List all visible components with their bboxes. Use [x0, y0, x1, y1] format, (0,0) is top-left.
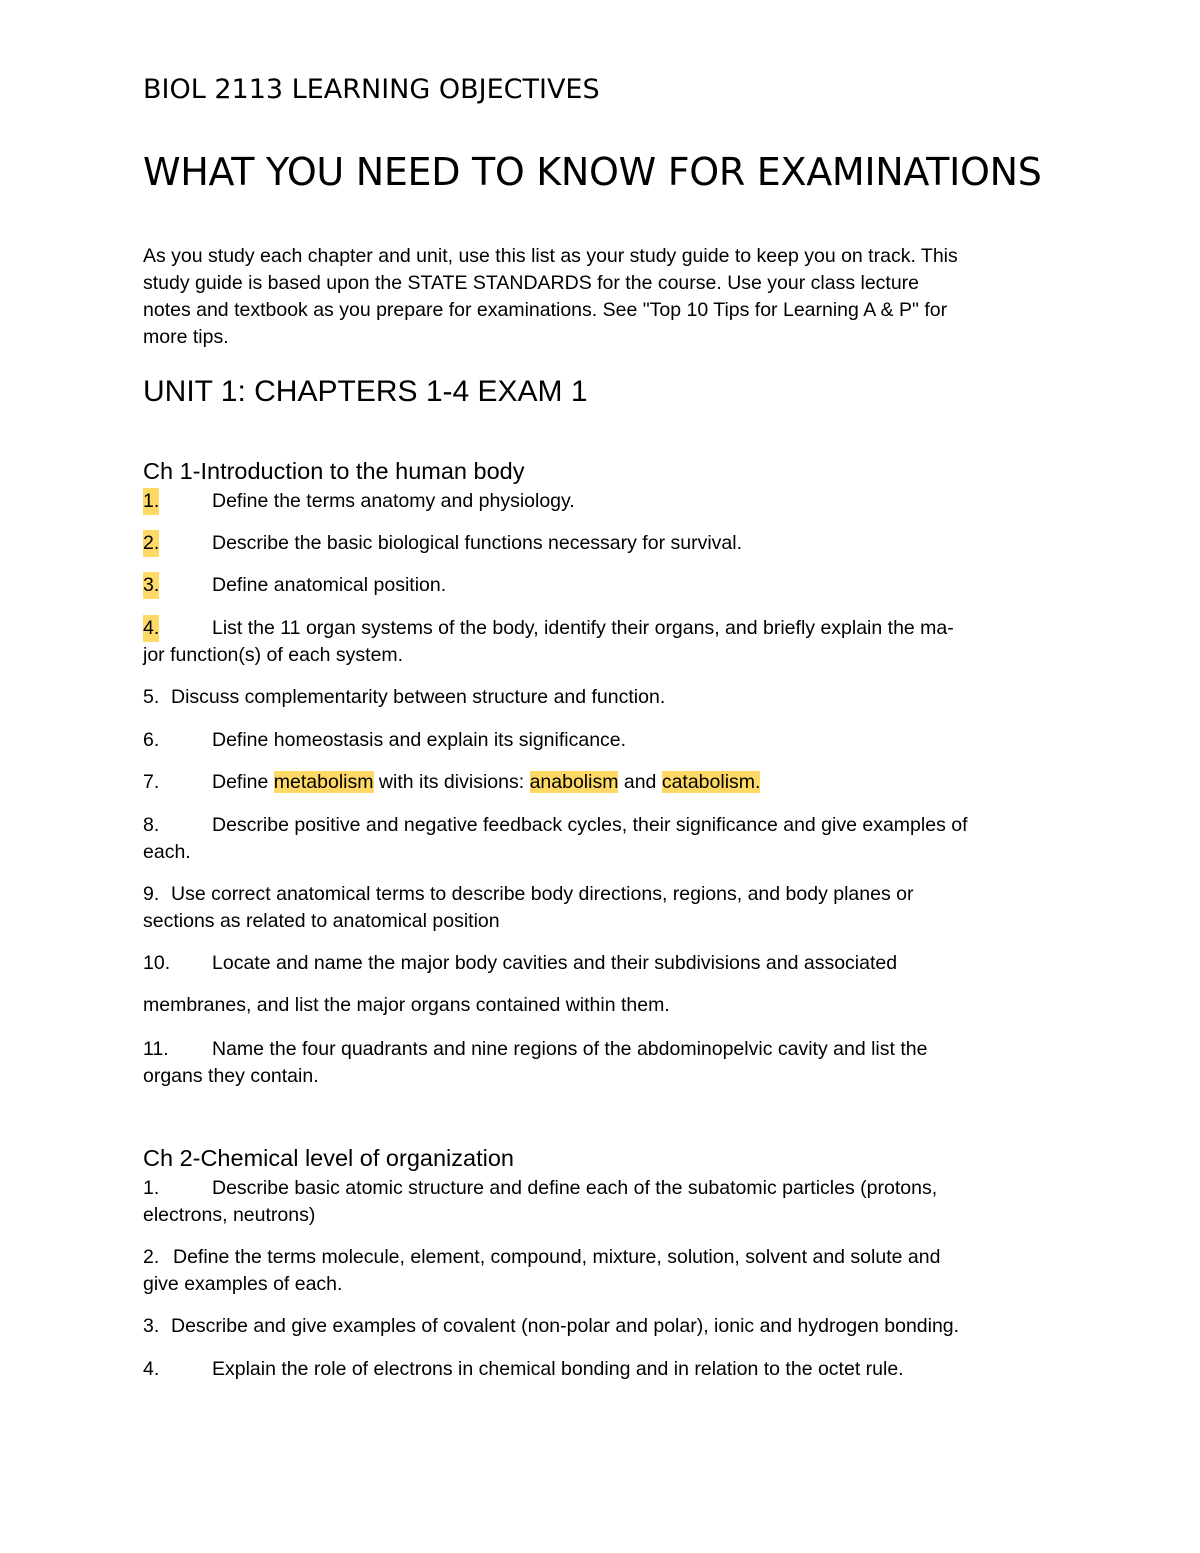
item-text-continued: give examples of each. — [143, 1273, 343, 1295]
list-item — [143, 1175, 1063, 1229]
item-text-continued: organs they contain. — [143, 1065, 319, 1087]
item-number: 11. — [143, 1038, 169, 1060]
item-text: Define homeostasis and explain its significance. — [212, 729, 627, 751]
list-item — [143, 684, 1063, 711]
list-item — [143, 488, 1063, 515]
list-item — [143, 530, 1063, 557]
item-number: 2. — [143, 1246, 160, 1268]
item-text-continued: each. — [143, 841, 191, 863]
list-item — [143, 1313, 1063, 1340]
list-item — [143, 812, 1063, 866]
list-item — [143, 769, 1063, 796]
item-text: Use correct anatomical terms to describe body directions, regions, and body planes or — [171, 883, 914, 905]
item-text: Define the terms molecule, element, compound, mixture, solution, solvent and solute and — [173, 1246, 941, 1268]
item-number: 5. — [143, 686, 160, 708]
highlight-anabolism: anabolism — [529, 771, 619, 793]
intro-line: study guide is based upon the STATE STANDARDS for the course. Use your class lecture — [143, 272, 920, 294]
item-text: Define the terms anatomy and physiology. — [212, 490, 575, 512]
chapter-1-heading: Ch 1-Introduction to the human body — [143, 458, 525, 484]
list-item — [143, 1036, 1063, 1090]
highlight-metabolism: metabolism — [273, 771, 374, 793]
item-text: Describe basic atomic structure and define each of the subatomic particles (protons, — [212, 1177, 938, 1199]
item-text: Describe the basic biological functions necessary for survival. — [212, 532, 742, 554]
list-item — [143, 1356, 1063, 1383]
course-heading: BIOL 2113 LEARNING OBJECTIVES — [143, 74, 600, 105]
item-number: 4. — [143, 1358, 160, 1380]
item-number: 6. — [143, 729, 160, 751]
list-item — [143, 1244, 1063, 1298]
item-text: Locate and name the major body cavities and their subdivisions and associated — [212, 952, 898, 974]
item-number: 10. — [143, 952, 171, 974]
item-text — [212, 769, 760, 796]
text-segment: Define — [212, 771, 274, 793]
list-item — [143, 950, 1063, 1020]
item-number: 3. — [143, 1315, 160, 1337]
text-segment: with its divisions: — [373, 771, 530, 793]
item-text: Explain the role of electrons in chemical bonding and in relation to the octet rule. — [212, 1358, 904, 1380]
item-text: Discuss complementarity between structure and function. — [171, 686, 666, 708]
page-title: WHAT YOU NEED TO KNOW FOR EXAMINATIONS — [143, 150, 1042, 194]
item-number: 4. — [143, 615, 159, 642]
item-number: 1. — [143, 488, 159, 515]
chapter-2-heading: Ch 2-Chemical level of organization — [143, 1145, 514, 1171]
intro-paragraph — [143, 243, 958, 351]
intro-line: more tips. — [143, 326, 229, 348]
item-text-continued: electrons, neutrons) — [143, 1204, 316, 1226]
intro-line: notes and textbook as you prepare for examinations. See "Top 10 Tips for Learning A & P" for — [143, 299, 948, 321]
item-text-continued: jor function(s) of each system. — [143, 644, 404, 666]
item-number: 3. — [143, 572, 159, 599]
intro-line: As you study each chapter and unit, use this list as your study guide to keep you on track. This — [143, 245, 958, 267]
item-number: 2. — [143, 530, 159, 557]
item-text: Describe and give examples of covalent (non-polar and polar), ionic and hydrogen bonding. — [171, 1315, 960, 1337]
item-text: Define anatomical position. — [212, 574, 447, 596]
item-number: 8. — [143, 814, 160, 836]
item-text: List the 11 organ systems of the body, identify their organs, and briefly explain the ma- — [212, 617, 954, 639]
item-number: 1. — [143, 1177, 160, 1199]
item-number: 9. — [143, 883, 160, 905]
item-text-continued: membranes, and list the major organs contained within them. — [143, 994, 670, 1016]
highlight-catabolism: catabolism. — [661, 771, 761, 793]
unit-heading: UNIT 1: CHAPTERS 1-4 EXAM 1 — [143, 375, 588, 408]
item-text: Describe positive and negative feedback cycles, their significance and give examples of — [212, 814, 968, 836]
item-text-continued: sections as related to anatomical position — [143, 910, 500, 932]
item-number: 7. — [143, 771, 160, 793]
item-text: Name the four quadrants and nine regions of the abdominopelvic cavity and list the — [212, 1038, 928, 1060]
list-item — [143, 572, 1063, 599]
list-item — [143, 881, 1063, 935]
list-item — [143, 615, 1063, 669]
list-item — [143, 727, 1063, 754]
text-segment: and — [618, 771, 662, 793]
